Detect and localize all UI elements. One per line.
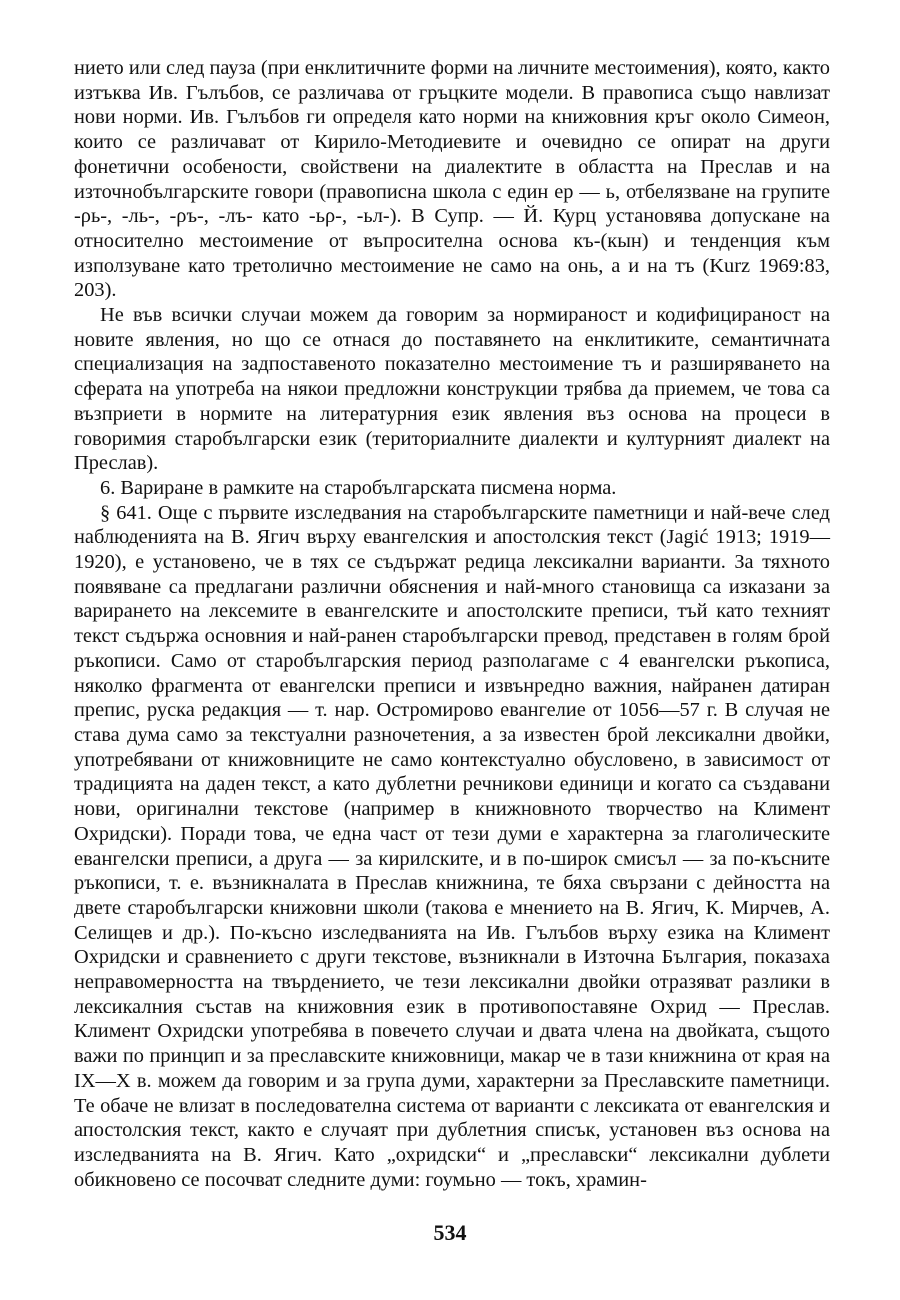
paragraph-2: Не във всички случаи можем да говорим за нормираност и кодифицираност на новите явления, но що се отнася до поставянето на енклитиките, семантичната специализация на задпоставеното показателно местоимение тъ и разширяването на сферата на употреба на някои предложни конструкции трябва да приемем, че това са възприети в нормите на литературния език явления въз основа на процеси в говоримия старобългарски език (териториалните диалекти и културният диалект на Преслав). [74,304,830,475]
page-body [74,56,830,1192]
paragraph-section-641: § 641. Още с първите изследвания на старобългарските паметници и най-вече след наблюденията на В. Ягич върху евангелския и апостолския текст (Jagić 1913; 1919—1920), е установено, че в тях се съдържат редица лексикални варианти. За тяхното появяване са предлагани различни обяснения и най-много становища са изказани за варирането на лексемите в евангелските и апостолските преписи, тъй като техният текст съдържа основния и най-ранен старобългарски превод, представен в голям брой ръкописи. Само от старобългарския период разполагаме с 4 евангелски ръкописа, няколко фрагмента от евангелски преписи и извънредно важния, найранен датиран препис, руска редакция — т. нар. Остромирово евангелие от 1056—57 г. В случая не става дума само за текстуални разночетения, а за известен брой лексикални двойки, употребявани от книжовниците не само контекстуално обусловено, в зависимост от традицията на даден текст, а като дублетни речникови единици и когато са създавани нови, оригинални текстове (например в книжновното творчество на Климент Охридски). Поради това, че една част от тези думи е характерна за глаголическите евангелски преписи, а друга — за кирилските, и в по-широк смисъл — за по-късните ръкописи, т. е. възникналата в Преслав книжнина, те бяха свързани с дейността на двете старобългарски книжовни школи (такова е мнението на В. Ягич, К. Мирчев, А. Селищев и др.). По-късно изследванията на Ив. Гълъбов върху езика на Климент Охридски и сравнението с други текстове, възникнали в Източна България, показаха неправомерността на твърдението, че тези лексикални двойки отразяват разлики в лексикалния състав на книжовния език в противопоставяне Охрид — Преслав. Климент Охридски употребява в повечето случаи и двата члена на двойката, същото важи по принцип и за преславските книжовници, макар че в тази книжнина от края на IX—X в. можем да говорим и за група думи, характерни за Преславските паметници. Те обаче не влизат в последователна система от варианти с лексиката от евангелския и апостолския текст, както е случаят при дублетния списък, установен въз основа на изследванията на В. Ягич. Като „охридски“ и „преславски“ лексикални дублети обикновено се посочват следните думи: гоумьно — токъ, храмин- [74,501,830,1191]
section-heading: 6. Вариране в рамките на старобългарската писмена норма. [100,476,617,499]
page-number: 534 [433,1220,467,1245]
paragraph-1: нието или след пауза (при енклитичните форми на личните местоимения), която, както изтъква Ив. Гълъбов, се различава от гръцките модели. В правописа също навлизат нови норми. Ив. Гълъбов ги определя като норми на книжовния кръг около Симеон, които се различават от Кирило-Методиевите и очевидно се опират на други фонетични особености, свойствени на диалектите в областта на Преслав и на източнобългарските говори (правописна школа с един ер — ь, отбелязване на групите -ρь-, -ль-, -ρъ-, -лъ- като -ьρ-, -ьл-). В Супр. — Й. Курц установява допускане на относително местоимение от въпросителна основа къ-(кын) и тенденция към използуване като третолично местоимение не само на онь, а и на тъ (Kurz 1969:83, 203). [74,57,830,302]
